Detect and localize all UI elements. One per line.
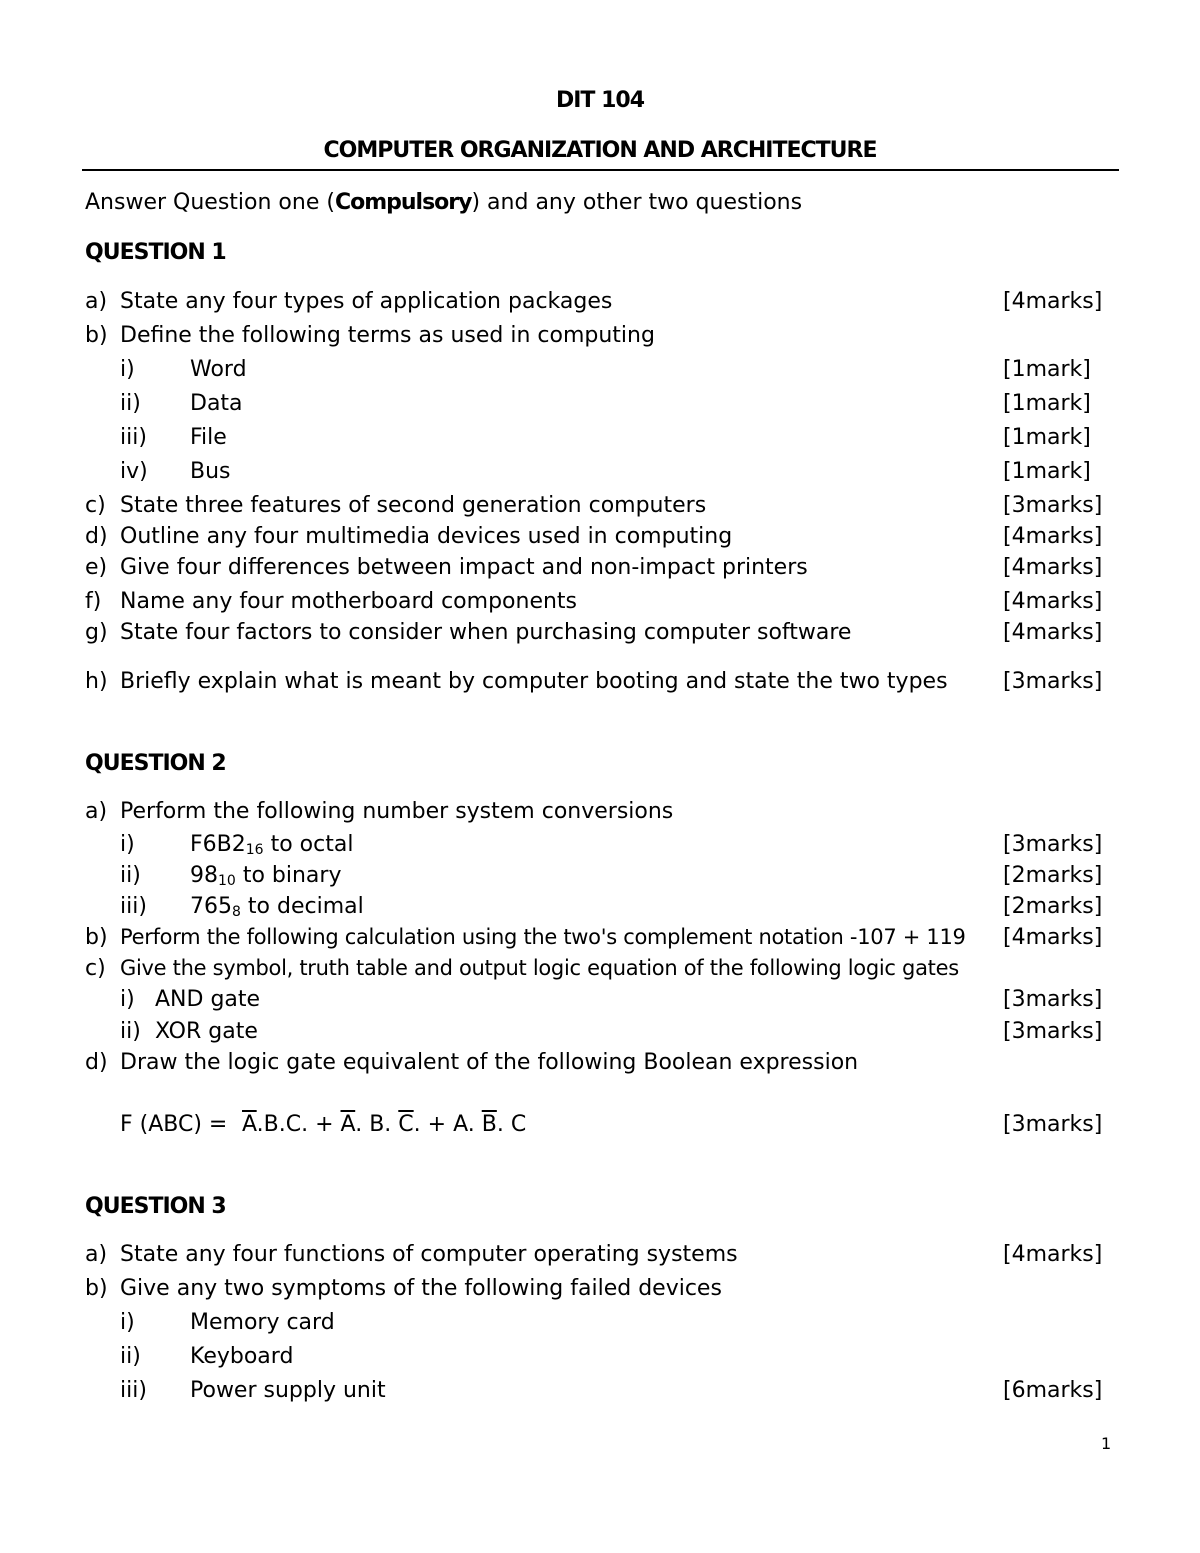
q1f-text: Name any four motherboard components bbox=[120, 589, 578, 614]
q2a-i-text bbox=[190, 832, 353, 857]
q1a-text: State any four types of application packages bbox=[120, 289, 613, 314]
instructions-suffix: ) and any other two questions bbox=[471, 190, 803, 215]
q2c-ii-text: XOR gate bbox=[155, 1019, 258, 1044]
q2b-label: b) bbox=[85, 925, 108, 950]
q1g-text: State four factors to consider when purchasing computer software bbox=[120, 620, 852, 645]
q2a-ii-marks: [2marks] bbox=[1003, 863, 1103, 888]
term2-end: . bbox=[413, 1112, 421, 1137]
q1b-label: b) bbox=[85, 323, 108, 348]
q1g-label: g) bbox=[85, 620, 108, 645]
q2a-label: a) bbox=[85, 799, 108, 824]
q2a-iii-sub: 8 bbox=[232, 904, 241, 920]
instructions bbox=[85, 190, 802, 215]
page-number: 1 bbox=[1101, 1434, 1112, 1453]
plus-1: + bbox=[308, 1112, 341, 1137]
boolean-expression-lhs: F (ABC) = bbox=[120, 1112, 228, 1137]
q2c-ii-label: ii) bbox=[120, 1019, 141, 1044]
q1b-ii-label: ii) bbox=[120, 391, 141, 416]
q1b-ii-marks: [1mark] bbox=[1003, 391, 1091, 416]
q1h-text: Briefly explain what is meant by computer booting and state the two types bbox=[120, 669, 948, 694]
q1b-iii-label: iii) bbox=[120, 425, 147, 450]
q2b-marks: [4marks] bbox=[1003, 925, 1103, 950]
q2a-ii-label: ii) bbox=[120, 863, 141, 888]
question-3-heading: QUESTION 3 bbox=[85, 1194, 226, 1219]
q2a-iii-marks: [2marks] bbox=[1003, 894, 1103, 919]
q1b-iv-label: iv) bbox=[120, 459, 148, 484]
q1b-ii-text: Data bbox=[190, 391, 243, 416]
q2c-text: Give the symbol, truth table and output logic equation of the following logic gates bbox=[120, 956, 959, 980]
q2c-ii-marks: [3marks] bbox=[1003, 1019, 1103, 1044]
question-2-heading: QUESTION 2 bbox=[85, 751, 226, 776]
term3-end: . C bbox=[496, 1112, 527, 1137]
q1d-label: d) bbox=[85, 524, 108, 549]
q1e-label: e) bbox=[85, 555, 108, 580]
instructions-prefix: Answer Question one ( bbox=[85, 190, 335, 215]
q2a-iii-base: 765 bbox=[190, 894, 232, 919]
term2-bar-a: $\overline{A}$ bbox=[340, 1112, 356, 1137]
q2b-text: Perform the following calculation using the two's complement notation -107 + 119 bbox=[120, 925, 966, 949]
q3b-ii-text: Keyboard bbox=[190, 1344, 294, 1369]
q2a-ii-base: 98 bbox=[190, 863, 218, 888]
term1-bar: $\overline{A}$ bbox=[242, 1112, 257, 1137]
q1c-text: State three features of second generation computers bbox=[120, 493, 707, 518]
course-title: COMPUTER ORGANIZATION AND ARCHITECTURE bbox=[323, 138, 877, 163]
q1h-label: h) bbox=[85, 669, 108, 694]
q2c-i-marks: [3marks] bbox=[1003, 987, 1103, 1012]
q2a-ii-sub: 10 bbox=[218, 873, 236, 889]
q1b-iii-marks: [1mark] bbox=[1003, 425, 1091, 450]
q1g-marks: [4marks] bbox=[1003, 620, 1103, 645]
q2a-i-label: i) bbox=[120, 832, 135, 857]
q1d-marks: [4marks] bbox=[1003, 524, 1103, 549]
q2a-i-rest: to octal bbox=[263, 832, 354, 857]
q1a-marks: [4marks] bbox=[1003, 289, 1103, 314]
q2a-iii-rest: to decimal bbox=[240, 894, 364, 919]
q3b-iii-marks: [6marks] bbox=[1003, 1378, 1103, 1403]
term3-pre: A. bbox=[453, 1112, 482, 1137]
q2a-iii-label: iii) bbox=[120, 894, 147, 919]
term1-rest: .B.C. bbox=[256, 1112, 309, 1137]
q3b-iii-text: Power supply unit bbox=[190, 1378, 386, 1403]
q2d-label: d) bbox=[85, 1050, 108, 1075]
term2-mid: . B. bbox=[355, 1112, 399, 1137]
q1f-marks: [4marks] bbox=[1003, 589, 1103, 614]
q1f-label: f) bbox=[85, 589, 102, 614]
instructions-emphasis: Compulsory bbox=[334, 190, 472, 215]
q1d-text: Outline any four multimedia devices used in computing bbox=[120, 524, 733, 549]
q3a-marks: [4marks] bbox=[1003, 1242, 1103, 1267]
boolean-expression bbox=[242, 1112, 526, 1137]
q3b-ii-label: ii) bbox=[120, 1344, 141, 1369]
term3-bar-b: $\overline{B}$ bbox=[481, 1112, 497, 1137]
q2a-ii-text bbox=[190, 863, 341, 888]
q3b-iii-label: iii) bbox=[120, 1378, 147, 1403]
q1e-marks: [4marks] bbox=[1003, 555, 1103, 580]
course-code: DIT 104 bbox=[555, 88, 645, 113]
q3a-label: a) bbox=[85, 1242, 108, 1267]
question-1-heading: QUESTION 1 bbox=[85, 240, 226, 265]
q2d-marks: [3marks] bbox=[1003, 1112, 1103, 1137]
q3b-i-text: Memory card bbox=[190, 1310, 335, 1335]
q2c-i-text: AND gate bbox=[155, 987, 261, 1012]
term2-bar-c: $\overline{C}$ bbox=[398, 1112, 414, 1137]
plus-2: + bbox=[420, 1112, 454, 1137]
q1a-label: a) bbox=[85, 289, 108, 314]
header-divider bbox=[82, 169, 1119, 171]
q2c-label: c) bbox=[85, 956, 106, 981]
q3b-label: b) bbox=[85, 1276, 108, 1301]
q2a-iii-text bbox=[190, 894, 364, 919]
q1e-text: Give four differences between impact and non-impact printers bbox=[120, 555, 808, 580]
q2d-text: Draw the logic gate equivalent of the following Boolean expression bbox=[120, 1050, 859, 1075]
q3b-i-label: i) bbox=[120, 1310, 135, 1335]
q1c-marks: [3marks] bbox=[1003, 493, 1103, 518]
q1b-iii-text: File bbox=[190, 425, 227, 450]
q1b-i-label: i) bbox=[120, 357, 135, 382]
q3a-text: State any four functions of computer operating systems bbox=[120, 1242, 738, 1267]
q2c-i-label: i) bbox=[120, 987, 135, 1012]
q2a-i-marks: [3marks] bbox=[1003, 832, 1103, 857]
q2a-ii-rest: to binary bbox=[235, 863, 342, 888]
q2a-i-base: F6B2 bbox=[190, 832, 246, 857]
q1h-marks: [3marks] bbox=[1003, 669, 1103, 694]
q1b-text: Define the following terms as used in computing bbox=[120, 323, 655, 348]
q3b-text: Give any two symptoms of the following failed devices bbox=[120, 1276, 722, 1301]
q1b-iv-text: Bus bbox=[190, 459, 231, 484]
q2a-text: Perform the following number system conversions bbox=[120, 799, 674, 824]
q1b-iv-marks: [1mark] bbox=[1003, 459, 1091, 484]
q1b-i-text: Word bbox=[190, 357, 247, 382]
q1c-label: c) bbox=[85, 493, 106, 518]
q2a-i-sub: 16 bbox=[245, 842, 264, 858]
q1b-i-marks: [1mark] bbox=[1003, 357, 1091, 382]
